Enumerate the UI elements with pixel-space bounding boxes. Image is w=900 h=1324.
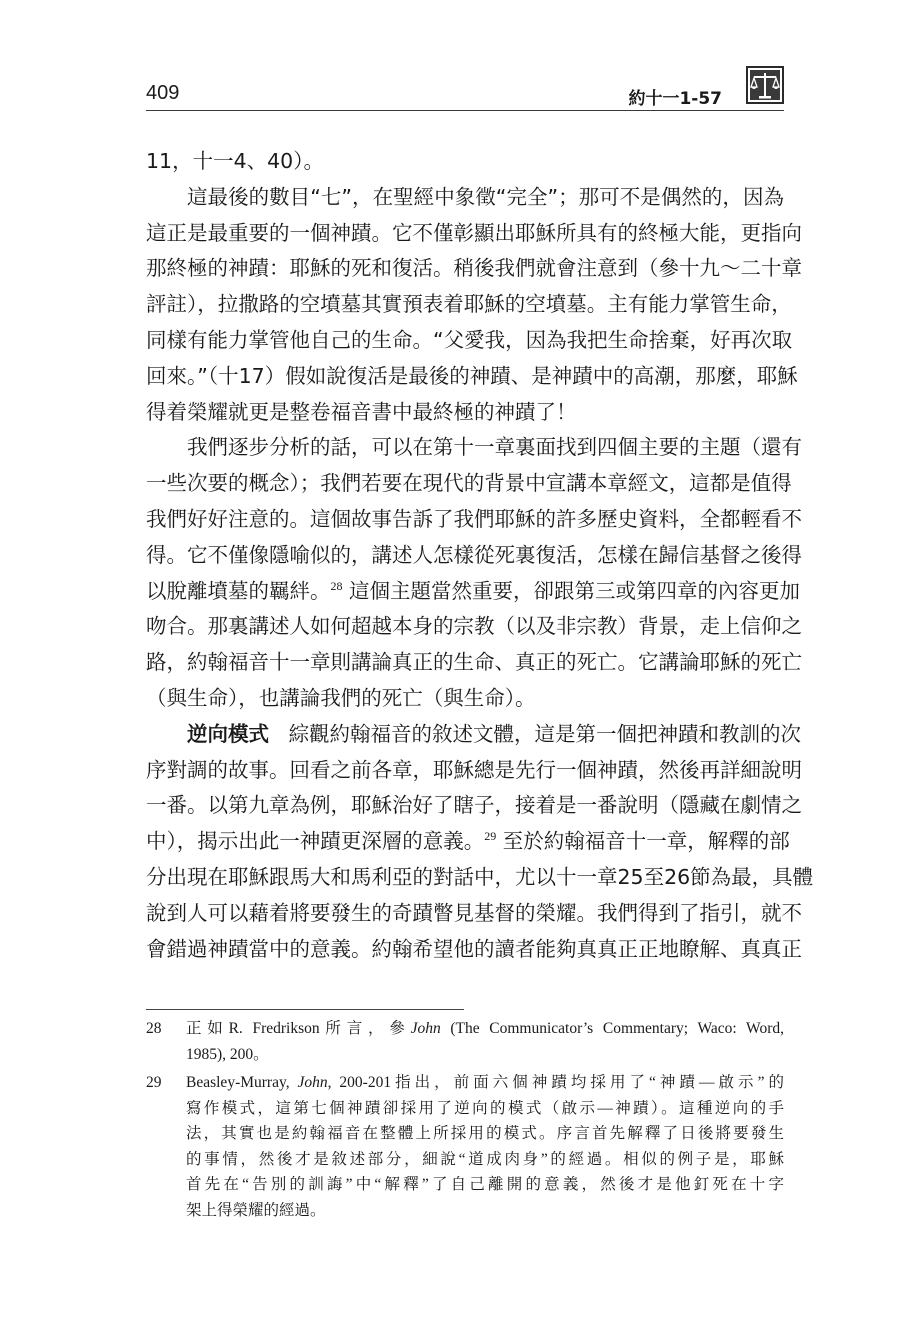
text-segment: 綜觀約翰福音的敘述文體，這是第一個把神蹟和教訓的次 <box>288 721 802 746</box>
text-line: （與生命），也講論我們的死亡（與生命）。 <box>146 685 536 710</box>
text-line: 這正是最重要的一個神蹟。它不僅彰顯出耶穌所具有的終極大能，更指向 <box>146 220 802 245</box>
footnotes <box>146 1016 784 1226</box>
section-heading: 逆向模式 <box>187 721 269 746</box>
text-line: 說到人可以藉着將要發生的奇蹟瞥見基督的榮耀。我們得到了指引，就不 <box>146 900 802 925</box>
footnote-line <box>186 1070 784 1096</box>
footnote-line: 1985), 200。 <box>186 1045 269 1063</box>
footnote-line: 寫作模式，這第七個神蹟卻採用了逆向的模式（啟示—神蹟）。這種逆向的手 <box>186 1099 784 1117</box>
text-line <box>146 717 802 753</box>
text-segment: 這個主題當然重要，卻跟第三或第四章的內容更加 <box>349 578 801 603</box>
text-line: 一番。以第九章為例，耶穌治好了瞎子，接着是一番說明（隱藏在劇情之 <box>146 793 802 818</box>
text-line: 序對調的故事。回看之前各章，耶穌總是先行一個神蹟，然後再詳細說明 <box>146 757 802 782</box>
text-line: 得着榮耀就更是整卷福音書中最終極的神蹟了！ <box>146 399 577 424</box>
text-line <box>146 824 790 860</box>
footnote-line: 首先在“告別的訓誨”中“解釋”了自己離開的意義，然後才是他釘死在十字 <box>186 1176 784 1193</box>
footnote-divider <box>146 1009 464 1010</box>
book-title: John <box>297 1074 328 1091</box>
text-line: 那終極的神蹟：耶穌的死和復活。稍後我們就會注意到（參十九～二十章 <box>146 256 802 281</box>
text-segment: 中），揭示出此一神蹟更深層的意義。 <box>146 829 485 854</box>
text-line <box>146 574 801 610</box>
footnote-number: 28 <box>146 1020 162 1037</box>
page-header <box>146 66 784 111</box>
body-text <box>146 144 814 967</box>
text-segment: 以脫離墳墓的羈絆。 <box>146 578 331 603</box>
text-line: 我們好好注意的。這個故事告訴了我們耶穌的許多歷史資料，全都輕看不 <box>146 506 802 531</box>
text-segment: 至於約翰福音十一章，解釋的部 <box>502 829 790 854</box>
text-line: 11，十一4、40）。 <box>146 149 324 173</box>
text-segment: 正如R. Fredrikson所言，參 <box>186 1020 411 1037</box>
footnote-line <box>186 1016 784 1042</box>
text-line: 吻合。那裏講述人如何超越本身的宗教（以及非宗教）背景，走上信仰之 <box>146 614 802 639</box>
text-line: 分出現在耶穌跟馬大和馬利亞的對話中，尤以十一章25至26節為最，具體 <box>146 864 814 889</box>
text-segment: Beasley-Murray, <box>186 1074 298 1091</box>
scales-of-justice-icon <box>746 66 784 104</box>
text-line: 這最後的數目“七”，在聖經中象徵“完全”；那可不是偶然的，因為 <box>187 184 784 209</box>
footnote-ref-29[interactable]: 29 <box>484 829 497 844</box>
footnote-line: 法，其實也是約翰福音在整體上所採用的模式。序言首先解釋了日後將要發生 <box>186 1125 784 1142</box>
footnote-number: 29 <box>146 1074 162 1091</box>
text-segment: (The Communicator’s Commentary; Waco: Word, <box>440 1020 784 1037</box>
text-line: 回來。”（十17）假如說復活是最後的神蹟、是神蹟中的高潮，那麼，耶穌 <box>146 363 798 388</box>
text-segment: , 200-201指出，前面六個神蹟均採用了“神蹟—啟示”的 <box>327 1074 784 1091</box>
footnote-28 <box>146 1016 784 1067</box>
text-line: 會錯過神蹟當中的意義。約翰希望他的讀者能夠真真正正地瞭解、真真正 <box>146 936 802 961</box>
text-line: 我們逐步分析的話，可以在第十一章裏面找到四個主要的主題（還有 <box>187 435 802 460</box>
book-title: John <box>410 1020 441 1037</box>
text-line: 得。它不僅像隱喻似的，講述人怎樣從死裏復活，怎樣在歸信基督之後得 <box>146 542 802 567</box>
footnote-line: 架上得榮耀的經過。 <box>186 1201 326 1219</box>
footnote-29 <box>146 1070 784 1223</box>
page-number: 409 <box>146 82 180 104</box>
running-title: 約十一1-57 <box>628 89 722 109</box>
footnote-ref-28[interactable]: 28 <box>330 578 343 593</box>
text-line: 一些次要的概念）；我們若要在現代的背景中宣講本章經文，這都是值得 <box>146 471 792 496</box>
footnote-line: 的事情，然後才是敘述部分，細說“道成肉身”的經過。相似的例子是，耶穌 <box>186 1150 784 1168</box>
text-line: 同樣有能力掌管他自己的生命。“父愛我，因為我把生命捨棄，好再次取 <box>146 327 793 352</box>
text-line: 路，約翰福音十一章則講論真正的生命、真正的死亡。它講論耶穌的死亡 <box>146 650 802 675</box>
text-line: 評註），拉撒路的空墳墓其實預表着耶穌的空墳墓。主有能力掌管生命， <box>146 292 792 317</box>
